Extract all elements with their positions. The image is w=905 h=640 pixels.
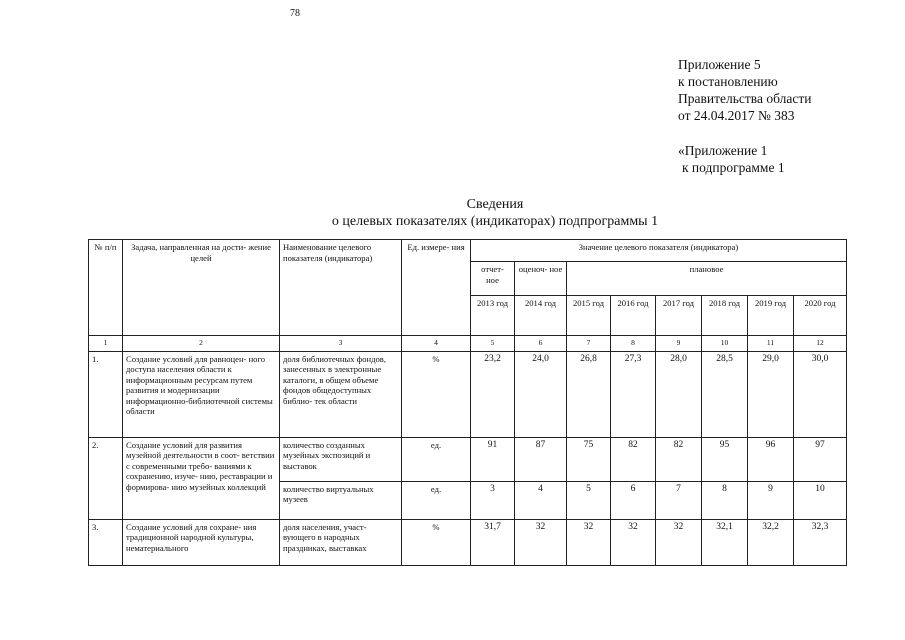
column-number: 9	[656, 336, 702, 352]
row-number: 1.	[89, 351, 123, 437]
value-cell: 24,0	[515, 351, 567, 437]
header-year: 2018 год	[702, 296, 748, 336]
header-num: № п/п	[89, 240, 123, 336]
value-cell: 23,2	[471, 351, 515, 437]
value-cell: 82	[611, 437, 656, 481]
header-indicator: Наименование целевого показателя (индикатора)	[280, 240, 402, 336]
value-cell: 10	[794, 481, 847, 519]
header-year: 2017 год	[656, 296, 702, 336]
value-cell: 75	[567, 437, 611, 481]
header-year: 2015 год	[567, 296, 611, 336]
value-cell: 9	[748, 481, 794, 519]
header-unit: Ед. измере- ния	[402, 240, 471, 336]
table-row	[89, 437, 847, 481]
header-planned: плановое	[567, 262, 847, 296]
column-number: 7	[567, 336, 611, 352]
value-cell: 27,3	[611, 351, 656, 437]
table-row	[89, 519, 847, 565]
value-cell: 96	[748, 437, 794, 481]
value-cell: 4	[515, 481, 567, 519]
value-cell: 97	[794, 437, 847, 481]
value-cell: 32,1	[702, 519, 748, 565]
header-reported: отчет- ное	[471, 262, 515, 296]
unit-cell: ед.	[402, 437, 471, 481]
annex-header	[678, 56, 811, 124]
value-cell: 26,8	[567, 351, 611, 437]
annex-line-4: от 24.04.2017 № 383	[678, 108, 795, 123]
value-cell: 32	[656, 519, 702, 565]
title-line-1: Сведения	[466, 197, 524, 212]
header-year: 2019 год	[748, 296, 794, 336]
column-number: 6	[515, 336, 567, 352]
task-cell: Создание условий для развития музейной деятельности в соот- ветствии с современными требо- ваниями к сохранению, изуче- нию, реставрации и формирова- нию музейных коллекций	[123, 437, 280, 519]
title-line-2: о целевых показателях (индикаторах) подпрограммы 1	[331, 214, 659, 229]
value-cell: 8	[702, 481, 748, 519]
header-estimated: оценоч- ное	[515, 262, 567, 296]
header-task: Задача, направленная на дости- жение целей	[123, 240, 280, 336]
unit-cell: %	[402, 351, 471, 437]
value-cell: 95	[702, 437, 748, 481]
indicator-cell: количество виртуальных музеев	[280, 481, 402, 519]
annex-line-2: к постановлению	[678, 74, 778, 89]
value-cell: 87	[515, 437, 567, 481]
annex-sub-line-1: «Приложение 1	[678, 143, 768, 158]
column-number: 2	[123, 336, 280, 352]
value-cell: 32	[515, 519, 567, 565]
table-row	[89, 351, 847, 437]
annex-line-3: Правительства области	[678, 91, 812, 106]
value-cell: 32	[567, 519, 611, 565]
header-year: 2016 год	[611, 296, 656, 336]
document-title	[0, 196, 905, 230]
unit-cell: %	[402, 519, 471, 565]
annex-sub-line-2: к подпрограмме 1	[682, 160, 785, 175]
value-cell: 32,3	[794, 519, 847, 565]
unit-cell: ед.	[402, 481, 471, 519]
column-number: 3	[280, 336, 402, 352]
header-year: 2013 год	[471, 296, 515, 336]
value-cell: 29,0	[748, 351, 794, 437]
column-number: 4	[402, 336, 471, 352]
task-cell: Создание условий для сохране- ния традиционной народной культуры, нематериального	[123, 519, 280, 565]
indicator-cell: количество созданных музейных экспозиций и выставок	[280, 437, 402, 481]
value-cell: 28,0	[656, 351, 702, 437]
header-year: 2014 год	[515, 296, 567, 336]
task-cell: Создание условий для равноцен- ного доступа населения области к информационным ресурсам путем развития и модернизации информационно-библиотечной системы области	[123, 351, 280, 437]
row-number: 2.	[89, 437, 123, 519]
column-number: 8	[611, 336, 656, 352]
indicators-table	[88, 239, 847, 566]
value-cell: 5	[567, 481, 611, 519]
column-number-row	[89, 336, 847, 352]
indicator-cell: доля населения, участ- вующего в народных праздниках, выставках	[280, 519, 402, 565]
column-number: 12	[794, 336, 847, 352]
value-cell: 7	[656, 481, 702, 519]
indicator-cell: доля библиотечных фондов, занесенных в электронные каталоги, в общем объеме фондов общедоступных библио- тек области	[280, 351, 402, 437]
value-cell: 31,7	[471, 519, 515, 565]
column-number: 10	[702, 336, 748, 352]
value-cell: 6	[611, 481, 656, 519]
header-value-group: Значение целевого показателя (индикатора)	[471, 240, 847, 262]
value-cell: 82	[656, 437, 702, 481]
column-number: 5	[471, 336, 515, 352]
value-cell: 3	[471, 481, 515, 519]
value-cell: 32	[611, 519, 656, 565]
annex-line-1: Приложение 5	[678, 57, 761, 72]
page-number: 78	[290, 8, 300, 19]
column-number: 11	[748, 336, 794, 352]
annex-subprogram	[678, 142, 785, 176]
value-cell: 32,2	[748, 519, 794, 565]
row-number: 3.	[89, 519, 123, 565]
column-number: 1	[89, 336, 123, 352]
header-year: 2020 год	[794, 296, 847, 336]
value-cell: 30,0	[794, 351, 847, 437]
value-cell: 91	[471, 437, 515, 481]
value-cell: 28,5	[702, 351, 748, 437]
